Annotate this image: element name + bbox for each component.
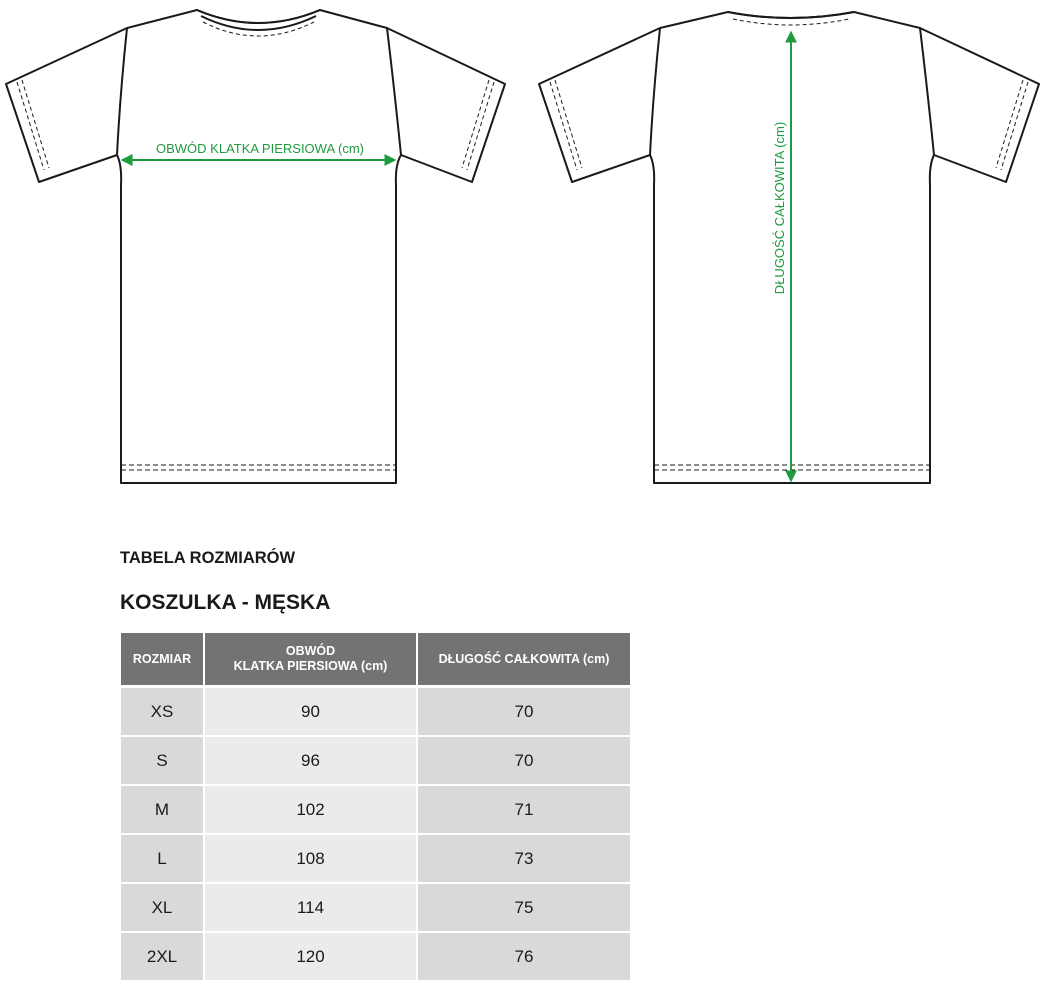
cell-size: 2XL [121, 932, 204, 981]
cell-size: L [121, 834, 204, 883]
table-row [121, 932, 630, 981]
table-row [121, 687, 630, 737]
cell-size: M [121, 785, 204, 834]
size-table [121, 633, 630, 982]
header-chest [204, 633, 417, 687]
cell-chest: 96 [204, 736, 417, 785]
header-length: DŁUGOŚĆ CAŁKOWITA (cm) [417, 633, 630, 687]
chest-measure-label: OBWÓD KLATKA PIERSIOWA (cm) [155, 141, 365, 156]
cell-chest: 102 [204, 785, 417, 834]
cell-length: 75 [417, 883, 630, 932]
tshirt-back [539, 12, 1039, 483]
cell-size: XS [121, 687, 204, 737]
cell-size: XL [121, 883, 204, 932]
table-row [121, 736, 630, 785]
header-chest-line2: KLATKA PIERSIOWA (cm) [233, 659, 388, 673]
cell-length: 70 [417, 687, 630, 737]
cell-chest: 120 [204, 932, 417, 981]
cell-chest: 114 [204, 883, 417, 932]
front-outline [6, 10, 505, 483]
cell-length: 76 [417, 932, 630, 981]
table-title: TABELA ROZMIARÓW [120, 549, 296, 567]
cell-size: S [121, 736, 204, 785]
cell-length: 71 [417, 785, 630, 834]
cell-chest: 90 [204, 687, 417, 737]
cell-length: 73 [417, 834, 630, 883]
back-outline [539, 12, 1039, 483]
table-row [121, 834, 630, 883]
tshirt-front [6, 10, 505, 483]
product-title: KOSZULKA - MĘSKA [120, 591, 331, 614]
table-header-row [121, 633, 630, 687]
cell-length: 70 [417, 736, 630, 785]
header-chest-line1: OBWÓD [285, 644, 336, 658]
cell-chest: 108 [204, 834, 417, 883]
table-row [121, 785, 630, 834]
length-measure-label: DŁUGOŚĆ CAŁKOWITA (cm) [772, 121, 787, 295]
table-row [121, 883, 630, 932]
header-size: ROZMIAR [121, 633, 204, 687]
